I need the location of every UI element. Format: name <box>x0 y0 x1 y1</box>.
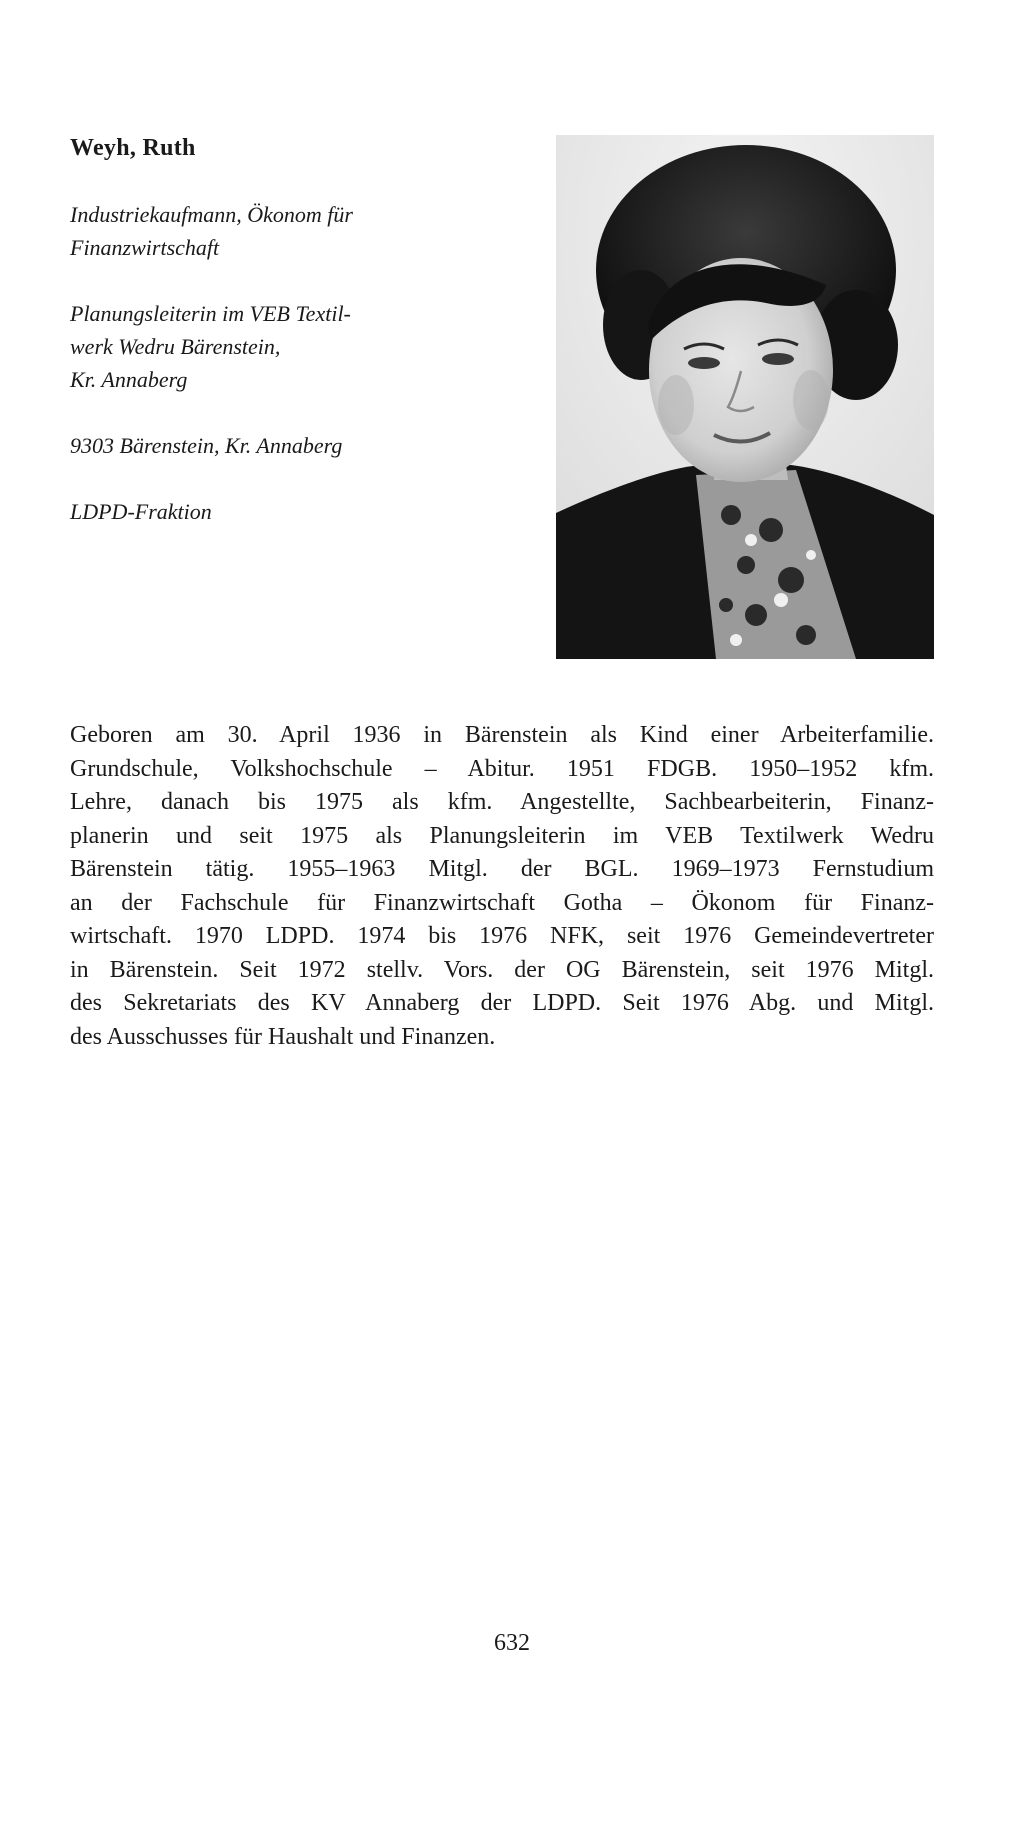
biography-line: Lehre, danach bis 1975 als kfm. Angestellte, Sachbearbeiterin, Finanz- <box>70 789 934 815</box>
biography-line: Grundschule, Volkshochschule – Abitur. 1951 FDGB. 1950–1952 kfm. <box>70 755 934 782</box>
position-line: Planungsleiterin im VEB Textil- <box>70 301 351 326</box>
biography-line: planerin und seit 1975 als Planungsleiterin im VEB Textilwerk Wedru <box>70 822 934 849</box>
entry-details <box>70 198 530 561</box>
address-line: 9303 Bärenstein, Kr. Annaberg <box>70 433 343 458</box>
biography-line: in Bärenstein. Seit 1972 stellv. Vors. der OG Bärenstein, seit 1976 Mitgl. <box>70 956 934 983</box>
faction-line: LDPD-Fraktion <box>70 499 212 524</box>
biography-line: des Sekretariats des KV Annaberg der LDPD. Seit 1976 Abg. und Mitgl. <box>70 990 934 1016</box>
position-line: werk Wedru Bärenstein, <box>70 334 281 359</box>
page-number: 632 <box>494 1630 530 1656</box>
profession <box>70 198 530 264</box>
biography-line: Bärenstein tätig. 1955–1963 Mitgl. der BGL. 1969–1973 Fernstudium <box>70 856 934 882</box>
biography-line: an der Fachschule für Finanzwirtschaft Gotha – Ökonom für Finanz- <box>70 889 934 916</box>
biography-line: wirtschaft. 1970 LDPD. 1974 bis 1976 NFK, seit 1976 Gemeindevertreter <box>70 923 934 949</box>
portrait-photo <box>556 135 934 659</box>
position <box>70 297 530 396</box>
position-line: Kr. Annaberg <box>70 367 188 392</box>
profession-line: Industriekaufmann, Ökonom für <box>70 202 353 227</box>
biography-line: Geboren am 30. April 1936 in Bärenstein als Kind einer Arbeiterfamilie. <box>70 722 934 748</box>
biography-text <box>70 719 934 1054</box>
address <box>70 429 530 462</box>
faction <box>70 495 530 528</box>
biography-line: des Ausschusses für Haushalt und Finanzen. <box>70 1023 496 1050</box>
person-name: Weyh, Ruth <box>70 135 196 161</box>
profession-line: Finanzwirtschaft <box>70 235 220 260</box>
